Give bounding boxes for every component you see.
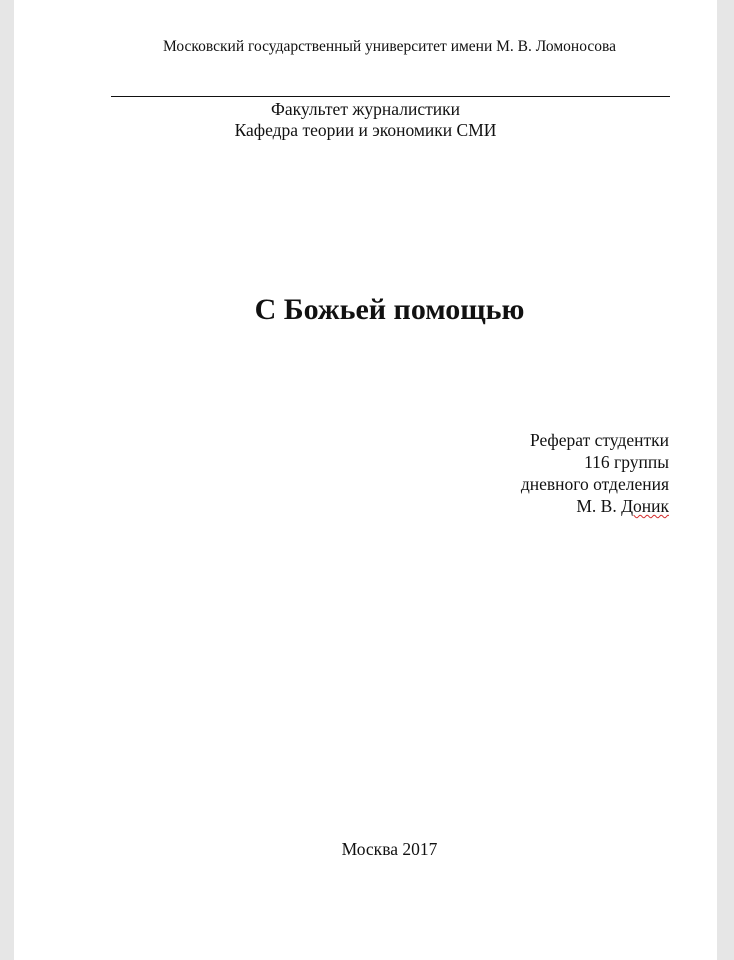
author-line-3: дневного отделения [520,474,669,494]
author-initials: М. В. [576,496,617,516]
department-name: Кафедра теории и экономики СМИ [234,120,497,140]
header-divider [111,96,670,97]
author-line-2: 116 группы [584,452,669,472]
document-title: С Божьей помощью [254,293,525,326]
university-name: Московский государственный университет имени М. В. Ломоносова [163,38,616,55]
city-year: Москва 2017 [341,839,438,859]
author-block [521,429,669,517]
author-name [521,495,669,517]
document-page[interactable] [14,0,717,960]
author-surname-spellcheck[interactable]: Доник [621,496,669,516]
author-line-1: Реферат студентки [529,430,669,450]
faculty-name: Факультет журналистики [271,99,460,119]
